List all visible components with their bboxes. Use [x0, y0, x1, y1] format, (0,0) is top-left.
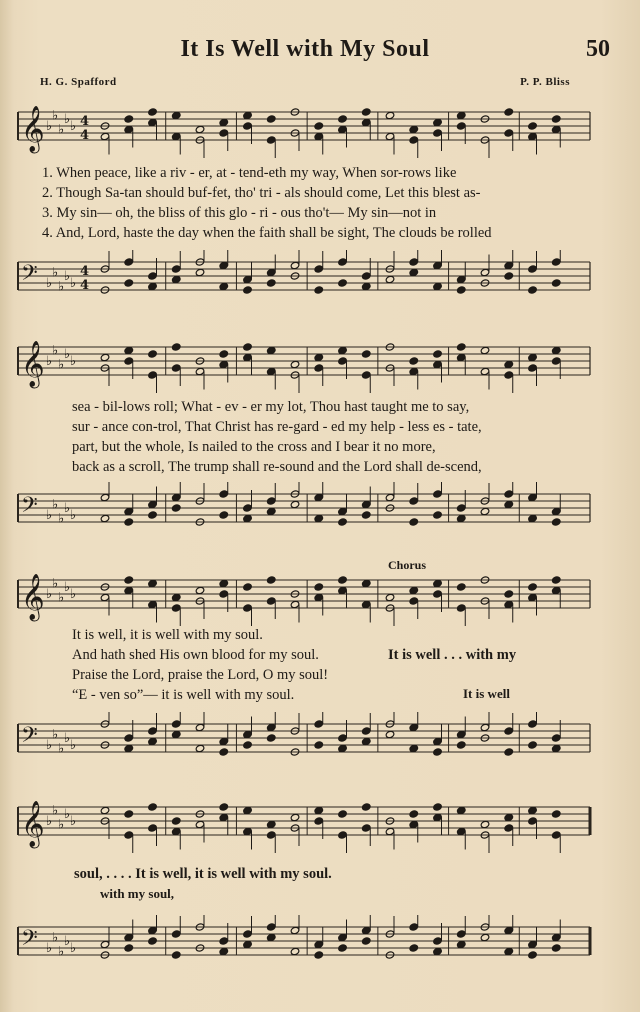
svg-text:♭: ♭ — [58, 357, 65, 373]
lyric-line-2: And hath shed His own blood for my soul. — [72, 647, 319, 663]
svg-text:♭: ♭ — [58, 511, 65, 527]
svg-text:♭: ♭ — [52, 265, 59, 281]
svg-text:4: 4 — [80, 128, 90, 143]
svg-text:♭: ♭ — [46, 508, 53, 523]
verse-lyrics-system-1 — [42, 163, 597, 243]
svg-text:♭: ♭ — [70, 941, 77, 956]
svg-text:𝄢: 𝄢 — [21, 723, 38, 753]
svg-text:♭: ♭ — [70, 119, 77, 134]
svg-text:♭: ♭ — [58, 944, 65, 960]
svg-text:♭: ♭ — [58, 590, 65, 606]
treble-staff-system-2 — [0, 335, 640, 395]
lyric-line-4: 4. And, Lord, haste the day when the faith shall be sight, The clouds be rolled — [42, 225, 492, 241]
svg-text:♭: ♭ — [52, 108, 59, 124]
chorus-label: Chorus — [388, 558, 427, 572]
svg-text:♭: ♭ — [52, 803, 59, 819]
svg-text:4: 4 — [80, 264, 90, 279]
svg-text:𝄞: 𝄞 — [21, 106, 45, 152]
svg-text:♭: ♭ — [46, 276, 53, 291]
verse-lyrics-system-3 — [72, 625, 372, 705]
composer-credit: P. P. Bliss — [520, 76, 570, 88]
lyric-line-1: 1. When peace, like a riv - er, at - tend-eth my way, When sor-rows like — [42, 165, 457, 181]
svg-text:♭: ♭ — [46, 119, 53, 134]
lyric-line-1: sea - bil-lows roll; What - ev - er my lot, Thou hast taught me to say, — [72, 399, 470, 415]
hymn-title: It Is Well with My Soul — [180, 36, 430, 62]
lyric-line-3: 3. My sin— oh, the bliss of this glo - ri - ous tho't— My sin—not in — [42, 205, 437, 221]
treble-staff-system-1 — [0, 100, 640, 160]
verse-lyrics-system-2 — [72, 397, 627, 477]
svg-text:𝄢: 𝄢 — [21, 493, 38, 523]
svg-text:𝄞: 𝄞 — [21, 341, 45, 387]
svg-text:♭: ♭ — [64, 501, 71, 516]
svg-text:𝄢: 𝄢 — [21, 926, 38, 956]
svg-text:♭: ♭ — [70, 738, 77, 753]
lyric-line-1: It is well, it is well with my soul. — [72, 627, 263, 643]
bass-staff-system-3 — [0, 712, 640, 772]
svg-text:♭: ♭ — [70, 508, 77, 523]
svg-text:♭: ♭ — [46, 814, 53, 829]
chorus-lyric-treble: It is well . . . with my — [388, 647, 517, 663]
svg-text:♭: ♭ — [70, 814, 77, 829]
svg-text:♭: ♭ — [64, 934, 71, 949]
lyric-line-4: “E - ven so”— it is well with my soul. — [72, 687, 295, 703]
svg-text:♭: ♭ — [52, 497, 59, 513]
svg-text:♭: ♭ — [52, 343, 59, 359]
svg-text:♭: ♭ — [64, 347, 71, 362]
svg-text:♭: ♭ — [58, 279, 65, 295]
svg-text:♭: ♭ — [46, 587, 53, 602]
final-lyric-line: soul, . . . . It is well, it is well with my soul. — [74, 866, 332, 882]
lyric-line-2: sur - ance con-trol, That Christ has re-gard - ed my help - less es - tate, — [72, 419, 482, 435]
svg-text:♭: ♭ — [64, 807, 71, 822]
final-lyric-bass: with my soul, — [100, 886, 175, 901]
chorus-lyric-bass: It is well — [463, 686, 510, 701]
lyricist-credit: H. G. Spafford — [40, 76, 117, 88]
lyric-line-3: Praise the Lord, praise the Lord, O my soul! — [72, 667, 329, 683]
svg-text:♭: ♭ — [64, 731, 71, 746]
svg-text:𝄞: 𝄞 — [21, 574, 45, 620]
svg-text:♭: ♭ — [58, 122, 65, 138]
bass-staff-system-2 — [0, 482, 640, 542]
svg-text:♭: ♭ — [64, 112, 71, 127]
svg-text:♭: ♭ — [70, 354, 77, 369]
treble-staff-system-4 — [0, 795, 640, 855]
treble-staff-system-3 — [0, 568, 640, 628]
svg-text:♭: ♭ — [52, 727, 59, 743]
svg-text:4: 4 — [80, 114, 90, 129]
bass-staff-system-1 — [0, 250, 640, 310]
svg-text:♭: ♭ — [64, 580, 71, 595]
bass-staff-system-4 — [0, 915, 640, 975]
svg-text:♭: ♭ — [58, 817, 65, 833]
page-number: 50 — [586, 36, 610, 62]
svg-text:♭: ♭ — [46, 354, 53, 369]
svg-text:♭: ♭ — [58, 741, 65, 757]
lyric-line-2: 2. Though Sa-tan should buf-fet, tho' tri - als should come, Let this blest as- — [42, 185, 481, 201]
lyric-line-3: part, but the whole, Is nailed to the cross and I bear it no more, — [72, 439, 436, 455]
svg-text:♭: ♭ — [64, 269, 71, 284]
svg-text:♭: ♭ — [70, 587, 77, 602]
svg-text:♭: ♭ — [46, 941, 53, 956]
lyric-line-4: back as a scroll, The trump shall re-sound and the Lord shall de-scend, — [72, 459, 482, 475]
svg-text:♭: ♭ — [52, 930, 59, 946]
svg-text:♭: ♭ — [70, 276, 77, 291]
svg-text:♭: ♭ — [52, 576, 59, 592]
svg-text:4: 4 — [80, 278, 90, 293]
svg-text:♭: ♭ — [46, 738, 53, 753]
svg-text:𝄞: 𝄞 — [21, 801, 45, 847]
svg-text:𝄢: 𝄢 — [21, 261, 38, 291]
